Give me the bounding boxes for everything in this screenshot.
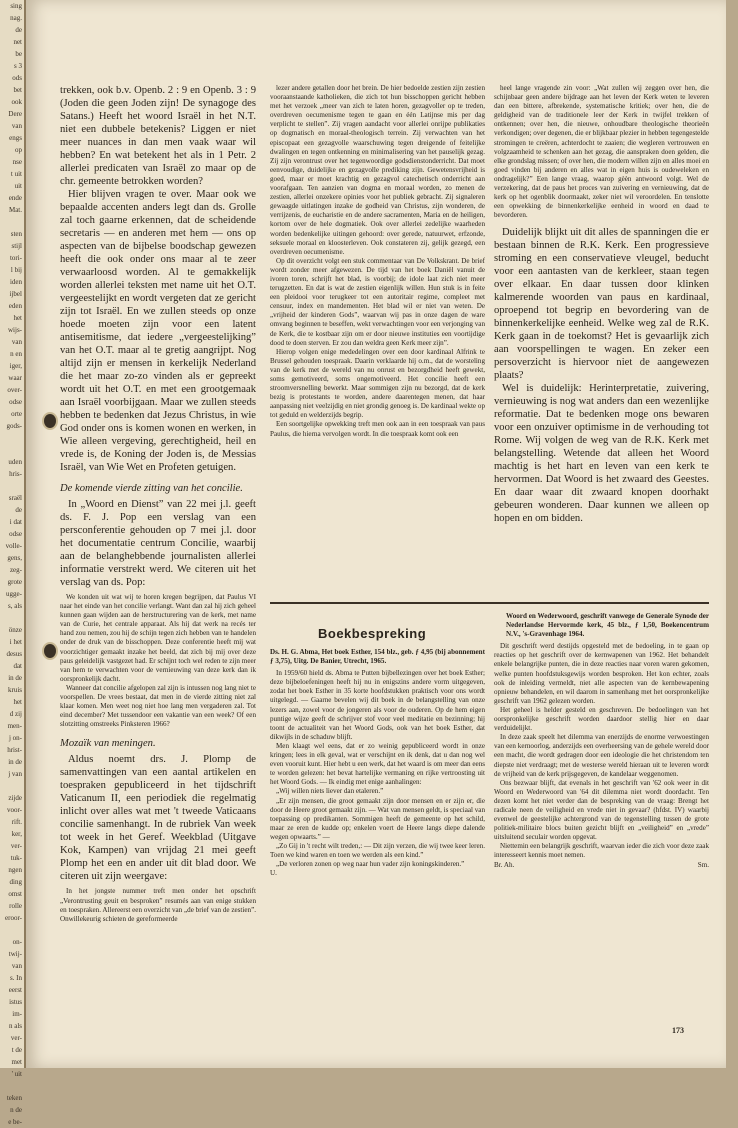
strip-line: van — [11, 338, 22, 346]
strip-line: eerst — [8, 986, 22, 994]
strip-line: desus — [6, 650, 22, 658]
strip-line: met — [11, 1058, 22, 1066]
strip-line: sten — [10, 230, 22, 238]
paragraph: Aldus noemt drs. J. Plomp de samenvattingen van een aantal artikelen en toespraken gepubliceerd in het tijdschrift Vaticanum II, een periodiek die regelmatig inlicht over alles wat met 't tweede Vaticaans concilie samenhangt. In de rubriek Van week tot week in het Geref. Weekblad (Uitgave Kok, Kampen) van vrijdag 21 mei geeft Plomp het een en ander uit dit blad door. We citeren uit zijn weergave: — [60, 754, 256, 883]
strip-line: op — [15, 146, 22, 154]
strip-line: ker, — [11, 830, 22, 838]
quote-paragraph: lezer andere getallen door het brein. De hier bedoelde zestien zijn zestien vooraanstaande katholieken, die zich tot hun bisschoppen gericht hebben met het verzoek „meer van zich te laten horen, gezagvoller op te treden, overdreven oecumenisme tegen te gaan en één Latijnse mis per dag verplicht te stellen”. Zij vragen aandacht voor allerlei onrijpe publikaties op dogmatisch en moraal-theologisch terrein. Zij verwachten van het episcopaat een gezagvolle waarschuwing tegen dreigende of feitelijke dwalingen en tegen ontkenning en minimalisering van het pauselijk gezag. Zij zijn verontrust over het tegenwoordige godsdienstonderricht. Dat moet eenvoudige, duidelijke en gezagvolle prediking zijn. Gewetensvrijheid is goed, maar er moet krachtig en gezagvol catechetisch onderricht aan voorafgaan. Ten aanzien van dogma en moraal worden, zo menen de zestien, allerlei onzekere opinies voor het publiek gebracht. Zij signaleren gewaagde uitlatingen inzake de godheid van Christus, zijn wonderen, de verrijzenis, de eucharistie en de andere sacramenten, Maria en de heiligen, kortom over de hele dogmatiek. Ook over allerlei zedelijke waarheden worden bedenkelijke uitingen gehoord: over gerede, natuurwet, erfzonde, seksuele moraal en kloosterleven. Ook constateren zij, gelijk gezegd, een overdreven oecumenisme. — [270, 84, 485, 256]
strip-line: d zij — [9, 710, 22, 718]
strip-line: dat — [13, 662, 22, 670]
strip-line: engs — [9, 134, 22, 142]
strip-line — [0, 444, 24, 456]
strip-line: i dat — [9, 518, 22, 526]
strip-line: e be- — [8, 1118, 22, 1126]
strip-line: n de — [10, 1106, 22, 1114]
strip-line: voor- — [6, 806, 22, 814]
quote-paragraph: In het jongste nummer treft men onder het opschrift „Verontrusting geuit en besproken” resumés aan van enige stukken en toespraken. Allereerst een overzicht van „de brief van de zestien”. Onwillekeurig schieten de gereformeerde — [60, 887, 256, 923]
review-paragraph: Het geheel is helder gesteld en geschreven. De bedoelingen van het oorspronkelijke geschrift worden daardoor stellig hier en daar verduidelijkt. — [494, 705, 709, 733]
book-header: Ds. H. G. Abma, Het boek Esther, 154 blz., geb. ƒ 4,95 (bij abonnement ƒ 3,75), Uitg. De Banier, Utrecht, 1965. — [270, 648, 485, 666]
strip-line: ngen — [8, 866, 22, 874]
strip-line — [0, 432, 24, 444]
strip-line — [0, 480, 24, 492]
strip-line: teken — [6, 1094, 22, 1102]
strip-line: be — [15, 50, 22, 58]
strip-line: het — [13, 698, 22, 706]
strip-line: orte — [11, 410, 22, 418]
quote-paragraph: heel lange vragende zin voor: „Wat zullen wij zeggen over hen, die schijnbaar geen andere bijdrage aan het leven der Kerk weten te leveren dan een bittere, afbrekende, systematische kritiek; over hen, die de geldigheid van de traditionele leer der Kerk in twijfel trekken of ontkennen; over hen, die nieuwe, onhoudbare theologische theorieën verkondigen; over degenen, die er blijkbaar plezier in hebben tegengestelde stromingen te creëren, achterdocht te zaaien; die wegleren vertrouwen en volgzaamheid te schenken aan het gezag, die aanspraken doen gelden, die elke grondslag missen; of over hen, die modern willen zijn en alles moei en goed vinden bij anderen en alles wat in eigen huis is oudeweleken en ondragelijk?” Een lange vraag, waarop gèèn antwoord volgt. Wel de verzekering, dat de paus het proces van zuivering en vernieuwing, dat de kerk op het ogenblik doormaakt, zeker niet wil veroordelen. En tenslotte een opwekking de binnenkerkelijke eenheid in woord en daad te bevorderen. — [494, 84, 709, 220]
review-quote: „Wij willen niets liever dan etaleren.” — [276, 787, 384, 796]
adjacent-page-strip — [0, 0, 26, 1126]
quote-paragraph: Hierop volgen enige mededelingen over een door kardinaal Alfrink te Brussel gehouden toespraak. Daarin verklaarde hij o.m., dat de worsteling van de kerk met de wereld van nu onrust en bezorgdheid heeft gewekt, soms gemotiveerd, soms ongemotiveerd. Het concilie heeft een stroomversnelling bewerkt. Maar sommigen zijn nu bezorgd, dat de kerk bezig is protestants te worden, andere daarentegen menen, dat haar aanpassing niet veelzijdig en niet grondig genoeg is. De kardinaal wekte op tot geduld en welderzijds begrip. — [270, 347, 485, 420]
section-divider — [270, 602, 709, 604]
strip-line: s, als — [8, 602, 22, 610]
paragraph: Hier blijven vragen te over. Maar ook we bepaalde accenten anders legt dan ds. Grolle zal toch gaarne erkennen, dat de scheidende secretaris — en anderen met hem — ons op aspecten van de bijbelse boodschap gewezen heeft die ook onder ons maar al te zeer verwaarloosd worden. Al te gemakkelijk worden allerlei teksten met name uit het O.T. vergeestelijkt en wordt vergeten dat ze gericht zijn tot Israël. En we zullen steeds op onze hoede moeten zijn voor een latent antisemitisme, dat iedere „vergeestelijking” van het O.T. maar al te gretig aangrijpt. Nog altijd zijn er mensen in kerkelijk Nederland die het maar zo-zo vinden als er gepreekt wordt uit het O.T. en met een grootgemaak aan Israël voorbijgaan. Maar we zullen steeds hebben te bedenken dat Jezus Christus, in wie God onder ons is komen wonen en werken, in Wie alleen vergeving, gerechtigheid, heil en vrede is, de Koning der Joden is, de Messias Israël, van Wie Wet en Profeten getuigen. — [60, 189, 256, 473]
strip-line: ugge- — [6, 590, 22, 598]
strip-line: iden — [9, 278, 22, 286]
review-paragraph: In 1959/60 hield ds. Abma te Putten bijbellezingen over het boek Esther; deze bijbeloefeningen heeft hij nu in enigszins andere vorm uitgegeven, zodat het boek Esther in 35 korte hoofdstukken praktisch voor ons wordt uitgelegd. — Gaarne bevelen wij dit boek in de belangstelling van onze lezers aan, zowel voor de jongeren als voor de ouderen. Op de hem eigen puntige wijze geeft de schrijver stof voor veel meditatie en bezinning; hij toont de actualiteit van het Woord Gods, ook van het boek Esther, dat dikwijls in de schaduw blijft. — [270, 669, 485, 741]
strip-line: sraël — [8, 494, 22, 502]
strip-line: ding — [9, 878, 22, 886]
paragraph: Wel is duidelijk: Herinterpretatie, zuivering, vernieuwing is nog wat anders dan een wezenlijke reformatie. Dat te bedenken moge ons bewaren voor een onzuiver optimisme in de verhouding tot Rome. Wij volgen de weg van de R.K. Kerk met belangstelling. Wetende dat alleen het Woord machtig is het hart en leven van een kerk te hervormen. Dat Woord is het zwaard des Geestes. En daar waar dit zwaard knopen doorhakt gebeuren wonderen. Daar kunnen we alleen op hopen en om bidden. — [494, 383, 709, 525]
paragraph: In „Woord en Dienst” van 22 mei j.l. geeft ds. F. J. Pop een verslag van een persconferentie gehouden op 7 mei j.l. door het documentatie centrum Concilie, waarbij aan de belanghebbende journalisten allerlei informatie verstrekt werd. We citeren uit het verslag van ds. Pop: — [60, 499, 256, 588]
strip-line: i het — [9, 638, 22, 646]
strip-line: stijl — [11, 242, 22, 250]
book-review-1 — [270, 648, 485, 1018]
strip-line: nse — [12, 158, 22, 166]
strip-line: kruis — [8, 686, 22, 694]
strip-line: hrist- — [7, 746, 22, 754]
strip-line: sing — [10, 2, 22, 10]
strip-line: tori- — [9, 254, 22, 262]
strip-line: twij- — [8, 950, 22, 958]
section-heading: De komende vierde zitting van het concilie. — [60, 483, 243, 494]
strip-line: ver- — [10, 842, 22, 850]
strip-line — [0, 780, 24, 792]
binding-hole-icon — [44, 414, 56, 428]
signature-initials: Br. Ah. — [494, 860, 515, 869]
strip-line: iger, — [9, 362, 22, 370]
strip-line: uit — [14, 182, 22, 190]
strip-line: n en — [10, 350, 22, 358]
review-paragraph: In deze zaak speelt het dilemma van enerzijds de enorme verwoestingen van een kernoorlog, anderzijds een overheersing van de gehele wereld door een macht, die wordt gedragen door een ideologie die het christendom ten diepste niet verdraagt; met de westerse wereld hieraan uit te leveren wordt de vrijheid van de kerk prijsgegeven, de kandelaar weggenomen. — [494, 733, 709, 778]
strip-line: de — [15, 506, 22, 514]
strip-line: ijbel — [9, 290, 22, 298]
strip-line: bet — [13, 86, 22, 94]
review-paragraph: Niettemin een belangrijk geschrift, waarvan ieder die zich voor deze zaak interesseert kennis moet nemen. — [494, 842, 709, 860]
strip-line: ook — [11, 98, 22, 106]
review-quote: „Zo Gij in 't recht wilt treden,: — Dit zijn verzen, die wij twee keer leren. Toen we kind waren en toen we werden als een kind.” — [270, 841, 485, 860]
strip-line: wijs- — [8, 326, 22, 334]
strip-line: grote — [7, 578, 22, 586]
col1-intro — [60, 84, 256, 474]
strip-line: rift. — [11, 818, 22, 826]
strip-line: l bij — [10, 266, 22, 274]
review-paragraph: Ons bezwaar blijft, dat evenals in het geschrift van '62 ook weer in dit Woord en Wederwoord van '64 dit dilemma niet wordt doordacht. Ten dezen komt het niet verder dan de bespreking van de vraag: Brengt het radicale neen de veiligheid en vrede niet in gevaar? (hfdst. IV) waarbij evenwel de geestelijke achtergrond van de tegenstelling tussen de grote politiek-militaire blocs buiten gezicht blijft en „veiligheid” en „vrede” uitsluitend seculair worden opgevat. — [494, 778, 709, 842]
strip-line — [0, 612, 24, 624]
quote-paragraph: Op dit overzicht volgt een stuk commentaar van De Volkskrant. De brief wordt zonder meer afgewezen. De tijd van het boek Daniël vanuit de ivoren toren, schrijft het blad, is voorbij; de idole laat zich niet meer terugzetten. En dat is wat de zestien eigenlijk willen. Hun stuk is in feite een pleidooi voor terugkeer tot een autoritair regime, compleet met censuur, index en mandementen. Het blad wil er niet van weten. De „vrijheid der kinderen Gods”, waarvan wij pas in onze dagen de ware omvang beginnen te beseffen, wekt verwachtingen voor een verjonging van de Kerk, die te kostbaar zijn om er door nieuwe instituties een voortijdige dood te doen sterven. Er zou dan weldra geen Kerk meer zijn”. — [270, 256, 485, 347]
review-paragraph: Dit geschrift werd destijds opgesteld met de bedoeling, in te gaan op reacties op het geschrift over de kernwapenen van 1962. Het behandelt enkele belangrijke punten, die in deze reacties naar voren waren gekomen, welke punten hoofdstuksgewijs worden besproken. Het kon echter, zoals ook de inleiding vermeldt, niet alle aspecten van de kernbewapening opnieuw behandelen, en wil daarom in samenhang met het oorspronkelijke geschrift van 1962 gelezen worden. — [494, 642, 709, 705]
review-quote: „Er zijn mensen, die groot gemaakt zijn door mensen en er zijn er, die door de Heere groot gemaakt zijn. — Wat van mensen geldt, is speciaal van toepassing op predikanten. Sommigen heeft de gemeente op het schild, maar ze eren de kudde op; enkelen voert de Heere langs diepe dalende wegen opwaarts.” — — [270, 796, 485, 841]
strip-line: het — [13, 314, 22, 322]
strip-line: ende — [8, 194, 22, 202]
signature — [270, 869, 485, 878]
page-number: 173 — [672, 1026, 684, 1035]
book-review-2 — [494, 612, 709, 1012]
strip-line: nag. — [10, 14, 22, 22]
strip-line: volle- — [5, 542, 22, 550]
strip-line: ' uit — [11, 1070, 22, 1078]
review-quote: „De verloren zonen op weg naar hun vader zijn koningskinderen.” — [276, 860, 465, 869]
strip-line: im- — [12, 1010, 22, 1018]
strip-line — [0, 924, 24, 936]
strip-line: j van — [8, 770, 22, 778]
strip-line: zeg- — [9, 566, 22, 574]
strip-line: s. In — [9, 974, 22, 982]
strip-line: eden — [8, 302, 22, 310]
strip-line: in de — [8, 674, 22, 682]
strip-line: odse — [9, 398, 22, 406]
strip-line: t uit — [10, 170, 22, 178]
strip-line: rolle — [9, 902, 22, 910]
strip-line: uden — [8, 458, 22, 466]
boekbespreking-title: Boekbespreking — [318, 626, 427, 641]
signature-initials: U. — [270, 869, 277, 878]
strip-line: zijde — [8, 794, 22, 802]
column-3 — [494, 84, 709, 594]
column-1 — [60, 84, 256, 924]
book-header: Woord en Wederwoord, geschrift vanwege de Generale Synode der Nederlandse Hervormde kerk, 45 blz., ƒ 1,50, Boekencentrum N.V., 's-Gravenhage 1964. — [506, 612, 709, 639]
strip-line: Mat. — [8, 206, 22, 214]
strip-line: s 3 — [14, 62, 22, 70]
paragraph: Duidelijk blijkt uit dit alles de spanningen die er bestaan binnen de R.K. Kerk. Een progressieve stroming en een conservatieve vleugel, beducht voor een aantasten van de kerkleer, staan tegen over elkaar. En daar tussen door klinken kalmerende woorden van paus en kardinaal, oproepend tot begrip en bevordering van de binnenkerkelijke eenheid. Welke weg zal de R.K. Kerk gaan in de toekomst? Het is gevaarlijk zich aan voorspellingen te wagen. En zeker een persoverzicht is hiervoor niet de aangewezen plaats? — [494, 227, 709, 382]
column-2 — [270, 84, 485, 594]
strip-line: hris- — [9, 470, 22, 478]
strip-line: over- — [7, 386, 22, 394]
review-paragraph: Men klaagt wel eens, dat er zo weinig gepubliceerd wordt in onze kringen; lees in elk geval, wat er verschijnt en ik denk, dat u dan nog wel even vooruit kunt. Hier hebt u een werk, dat het waard is om meer dan eens te worden gelezen: het bevat hartelijke vermaning en rijke vertroosting uit het Woord Gods. — Ik eindig met enige aanhalingen: — [270, 741, 485, 787]
strip-line: n als — [8, 1022, 22, 1030]
strip-line: van — [11, 962, 22, 970]
strip-line: net — [13, 38, 22, 46]
strip-line: van — [11, 122, 22, 130]
binding-hole-icon — [44, 644, 56, 658]
strip-line: ver- — [10, 1034, 22, 1042]
strip-line — [0, 1080, 24, 1092]
quote-paragraph: Een soortgelijke opwekking treft men ook aan in een toespraak van paus Paulus, die hierna vervolgen wordt. In die toespraak komt ook een — [270, 420, 485, 438]
strip-line: in de — [8, 758, 22, 766]
strip-line: tuk- — [10, 854, 22, 862]
signature — [494, 861, 709, 870]
strip-line: istus — [9, 998, 22, 1006]
strip-line: gods- — [6, 422, 22, 430]
strip-line: ods — [12, 74, 22, 82]
quote-paragraph: Wanneer dat concilie afgelopen zal zijn is intussen nog lang niet te voorspellen. De vrees bestaat, dat men in de vierde zitting niet zal klaar komen. Men weet nog niet hoe lang men vergaderen zal. Tot eind december? Met tussendoor een vakantie van een week? Of een slotzitting omstreeks Pinksteren 1966? — [60, 683, 256, 729]
strip-line: Dere — [8, 110, 22, 118]
strip-line: omst — [8, 890, 22, 898]
section-heading: Mozaïk van meningen. — [60, 738, 156, 750]
strip-line: eroor- — [5, 914, 22, 922]
paragraph: trekken, ook b.v. Openb. 2 : 9 en Openb. 3 : 9 (Joden die geen Joden zijn! De synagoge des Satans.) Heeft het woord Israël in het N.T. niet een dubbele betekenis? Liggen er niet meer nuances in dan men vaak waar wil hebben? En wat betekent het als in 1 Petr. 2 allerlei predicaten van Israël zo maar op de chr. gemeente betrokken worden? — [60, 85, 256, 187]
strip-line: waar — [8, 374, 22, 382]
strip-line: önze — [8, 626, 22, 634]
strip-line: on- — [12, 938, 22, 946]
strip-line: men- — [7, 722, 22, 730]
quote-paragraph: We konden uit wat wij te horen kregen begrijpen, dat Paulus VI naar het einde van het concilie verlangt. Want dan zal hij zich geheel kunnen gaan wijden aan de herstructurering van de kerk, met name van de Curie, het centrale apparaat. Als hij dat werk na recés ter hand zou nemen, zou hij de schijn tegen zich hebben van te handelen onder de druk van de bisschoppen. Deze conferentie heeft mij wat voorzichtiger gemaakt inzake het beeld, dat zich bij mij over deze paus geleidelijk vastgezet had. Er schijnt toch wel reden te zijn meer van hem te verwachten voor de vernieuwing van deze kerk dan ik oorspronkelijk dacht. — [60, 593, 256, 683]
strip-line: t de — [11, 1046, 22, 1054]
strip-line: j on- — [8, 734, 22, 742]
signature-initials: Sm. — [697, 860, 709, 869]
strip-line — [0, 216, 24, 228]
strip-line: gens, — [7, 554, 22, 562]
strip-line: odse — [9, 530, 22, 538]
strip-line: de — [15, 26, 22, 34]
